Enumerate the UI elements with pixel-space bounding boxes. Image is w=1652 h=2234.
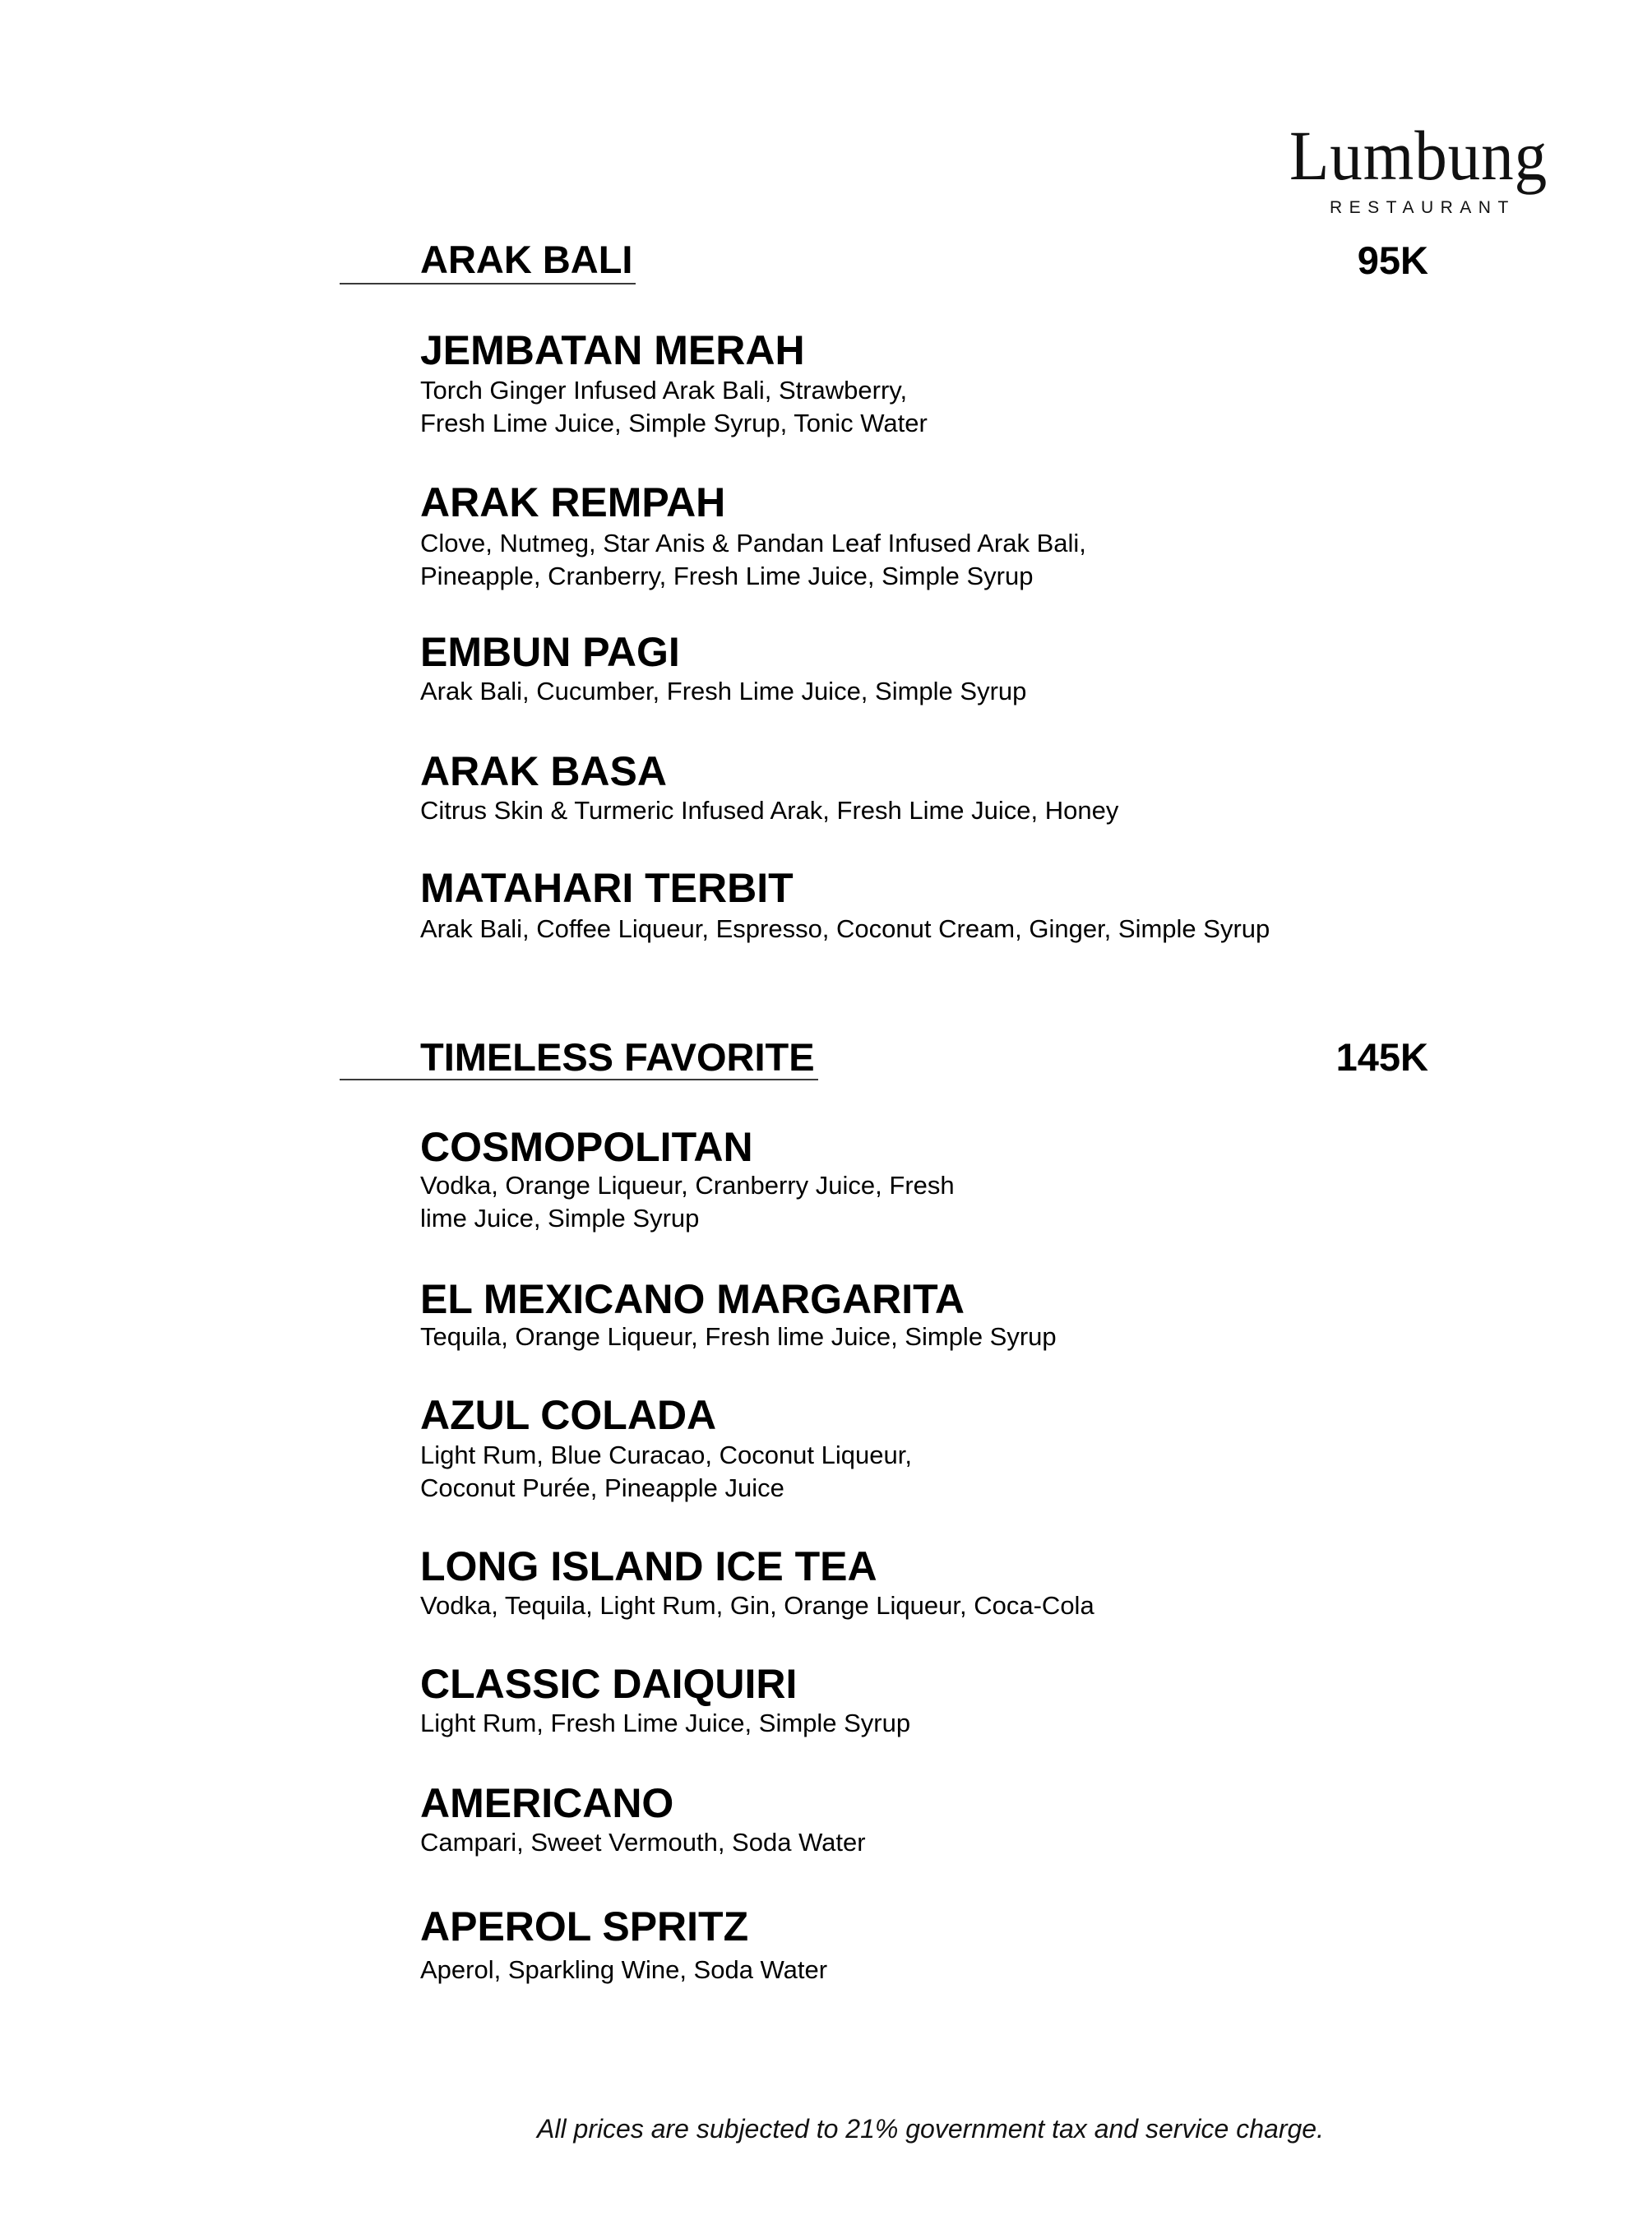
item-description	[420, 1826, 866, 1859]
item-description-line: Citrus Skin & Turmeric Infused Arak, Fresh Lime Juice, Honey	[420, 796, 1119, 825]
section-price: 95K	[1357, 238, 1428, 282]
item-name: AMERICANO	[420, 1780, 674, 1826]
item-description	[420, 794, 1118, 827]
item-name: EL MEXICANO MARGARITA	[420, 1276, 965, 1322]
item-description-line: Light Rum, Blue Curacao, Coconut Liqueur,	[420, 1441, 912, 1469]
logo-wordmark: Lumbung	[1289, 116, 1548, 195]
item-name: COSMOPOLITAN	[420, 1124, 753, 1170]
item-name: ARAK REMPAH	[420, 479, 726, 525]
item-name: LONG ISLAND ICE TEA	[420, 1543, 877, 1589]
item-description-line: Light Rum, Fresh Lime Juice, Simple Syrup	[420, 1709, 911, 1737]
item-description-line: Torch Ginger Infused Arak Bali, Strawberry,	[420, 376, 908, 405]
item-description	[420, 675, 1026, 708]
item-description	[420, 1321, 1057, 1353]
tax-service-note: All prices are subjected to 21% government tax and service charge.	[537, 2114, 1324, 2144]
item-description	[420, 374, 928, 440]
item-description-line: Arak Bali, Cucumber, Fresh Lime Juice, Simple Syrup	[420, 677, 1027, 705]
item-description-line: Pineapple, Cranberry, Fresh Lime Juice, Simple Syrup	[420, 562, 1034, 590]
item-description-line: Coconut Purée, Pineapple Juice	[420, 1473, 784, 1502]
item-description	[420, 1954, 827, 1987]
item-description-line: Arak Bali, Coffee Liqueur, Espresso, Coconut Cream, Ginger, Simple Syrup	[420, 914, 1270, 943]
item-description-line: Tequila, Orange Liqueur, Fresh lime Juice, Simple Syrup	[420, 1322, 1057, 1351]
logo-subtitle: RESTAURANT	[1330, 198, 1515, 217]
item-description-line: lime Juice, Simple Syrup	[420, 1204, 700, 1233]
item-description-line: Fresh Lime Juice, Simple Syrup, Tonic Water	[420, 409, 928, 437]
item-name: JEMBATAN MERAH	[420, 327, 805, 373]
section-divider	[340, 283, 636, 284]
item-description	[420, 1169, 955, 1235]
item-description	[420, 1439, 912, 1505]
item-description	[420, 1707, 910, 1740]
item-description-line: Vodka, Orange Liqueur, Cranberry Juice, Fresh	[420, 1171, 955, 1200]
item-name: APEROL SPRITZ	[420, 1903, 749, 1950]
item-name: EMBUN PAGI	[420, 629, 680, 675]
item-description	[420, 1589, 1094, 1622]
item-name: ARAK BASA	[420, 748, 667, 794]
section-title: TIMELESS FAVORITE	[420, 1035, 815, 1079]
item-description-line: Campari, Sweet Vermouth, Soda Water	[420, 1828, 866, 1857]
section-title: ARAK BALI	[420, 238, 633, 281]
item-description-line: Clove, Nutmeg, Star Anis & Pandan Leaf Infused Arak Bali,	[420, 529, 1086, 557]
item-name: AZUL COLADA	[420, 1392, 717, 1438]
item-description-line: Aperol, Sparkling Wine, Soda Water	[420, 1955, 828, 1984]
section-price: 145K	[1335, 1035, 1428, 1079]
item-description-line: Vodka, Tequila, Light Rum, Gin, Orange Liqueur, Coca-Cola	[420, 1591, 1094, 1620]
item-name: MATAHARI TERBIT	[420, 865, 794, 911]
item-description	[420, 913, 1270, 946]
item-description	[420, 527, 1086, 593]
section-divider	[340, 1079, 818, 1080]
item-name: CLASSIC DAIQUIRI	[420, 1661, 798, 1707]
